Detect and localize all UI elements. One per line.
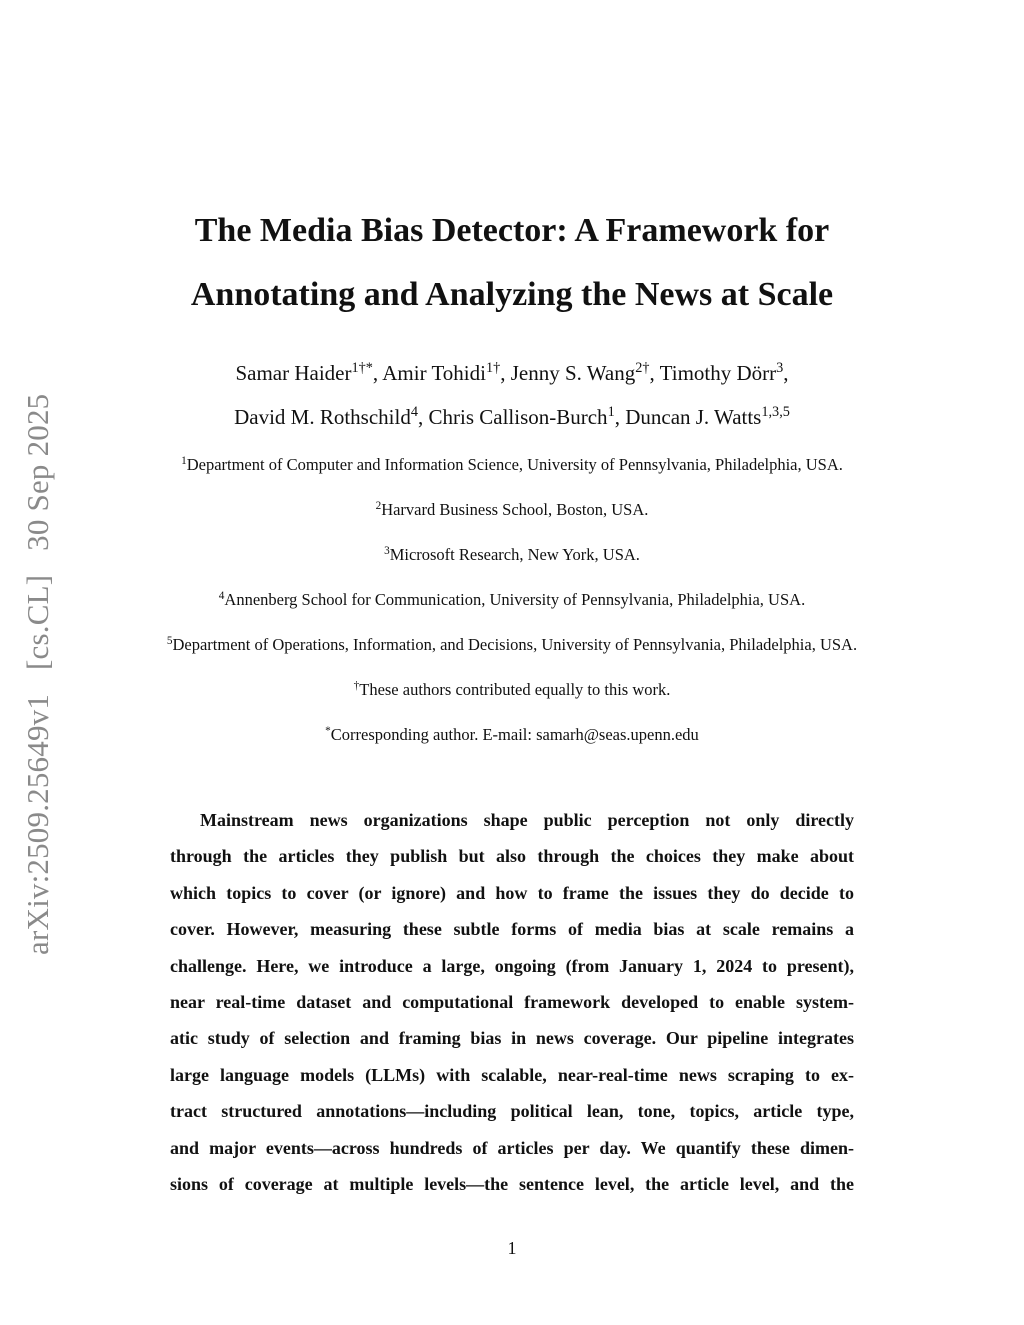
affiliation: $^2$Harvard Business School, Boston, USA. (375, 499, 649, 519)
affiliation: $^5$Department of Operations, Information, and Decisions, University of Pennsylvania, Philadelphia, USA. (166, 634, 858, 654)
author: Timothy Dörr$^3$, (659, 360, 789, 385)
abstract-line: which topics to cover (or ignore) and how to frame the issues they do decide to (170, 882, 854, 903)
abstract-line: challenge. Here, we introduce a large, ongoing (from January 1, 2024 to present), (170, 955, 854, 976)
equal-contribution-note: †These authors contributed equally to this work. (353, 679, 671, 699)
abstract-line: sions of coverage at multiple levels—the sentence level, the article level, and the (170, 1174, 854, 1195)
abstract-line: near real-time dataset and computational framework developed to enable system- (170, 992, 854, 1013)
arxiv-category: [cs.CL] (20, 574, 55, 670)
abstract-line: Mainstream news organizations shape public perception not only directly (200, 810, 854, 830)
author: Duncan J. Watts$^{1,3,5}$ (625, 404, 790, 429)
author-line-1 (100, 362, 924, 384)
corresponding-author-note: *Corresponding author. E-mail: samarh@seas.upenn.edu (325, 724, 699, 744)
author: Chris Callison-Burch$^1$, (428, 404, 626, 429)
author: Amir Tohidi$^{1\dagger}$, (382, 360, 511, 385)
paper-title-line-2: Annotating and Analyzing the News at Scale (190, 276, 834, 313)
abstract-line: through the articles they publish but also through the choices they make about (170, 846, 854, 867)
paper-title-line-1: The Media Bias Detector: A Framework for (194, 212, 830, 249)
abstract-line: and major events—across hundreds of articles per day. We quantify these dimen- (170, 1137, 854, 1158)
arxiv-id: arXiv:2509.25649v1 (20, 693, 55, 955)
abstract-line: large language models (LLMs) with scalable, near-real-time news scraping to ex- (170, 1064, 854, 1085)
abstract (170, 802, 854, 1202)
author: David M. Rothschild$^4$, (234, 404, 429, 429)
affiliation: $^1$Department of Computer and Information Science, University of Pennsylvania, Philadelphia, USA. (181, 454, 843, 474)
abstract-line: tract structured annotations—including political lean, tone, topics, article type, (170, 1101, 854, 1122)
affiliation: $^3$Microsoft Research, New York, USA. (384, 544, 640, 564)
author-line-2 (100, 406, 924, 428)
page-number: 1 (507, 1238, 517, 1258)
abstract-line: atic study of selection and framing bias in news coverage. Our pipeline integrates (170, 1028, 854, 1049)
arxiv-date: 30 Sep 2025 (20, 393, 55, 551)
author: Jenny S. Wang$^{2\dagger}$, (510, 360, 660, 385)
abstract-line: cover. However, measuring these subtle forms of media bias at scale remains a (170, 919, 854, 940)
author: Samar Haider$^{1\dagger*}$, (235, 360, 383, 385)
affiliation: $^4$Annenberg School for Communication, University of Pennsylvania, Philadelphia, USA. (218, 589, 806, 609)
arxiv-stamp (20, 365, 56, 955)
